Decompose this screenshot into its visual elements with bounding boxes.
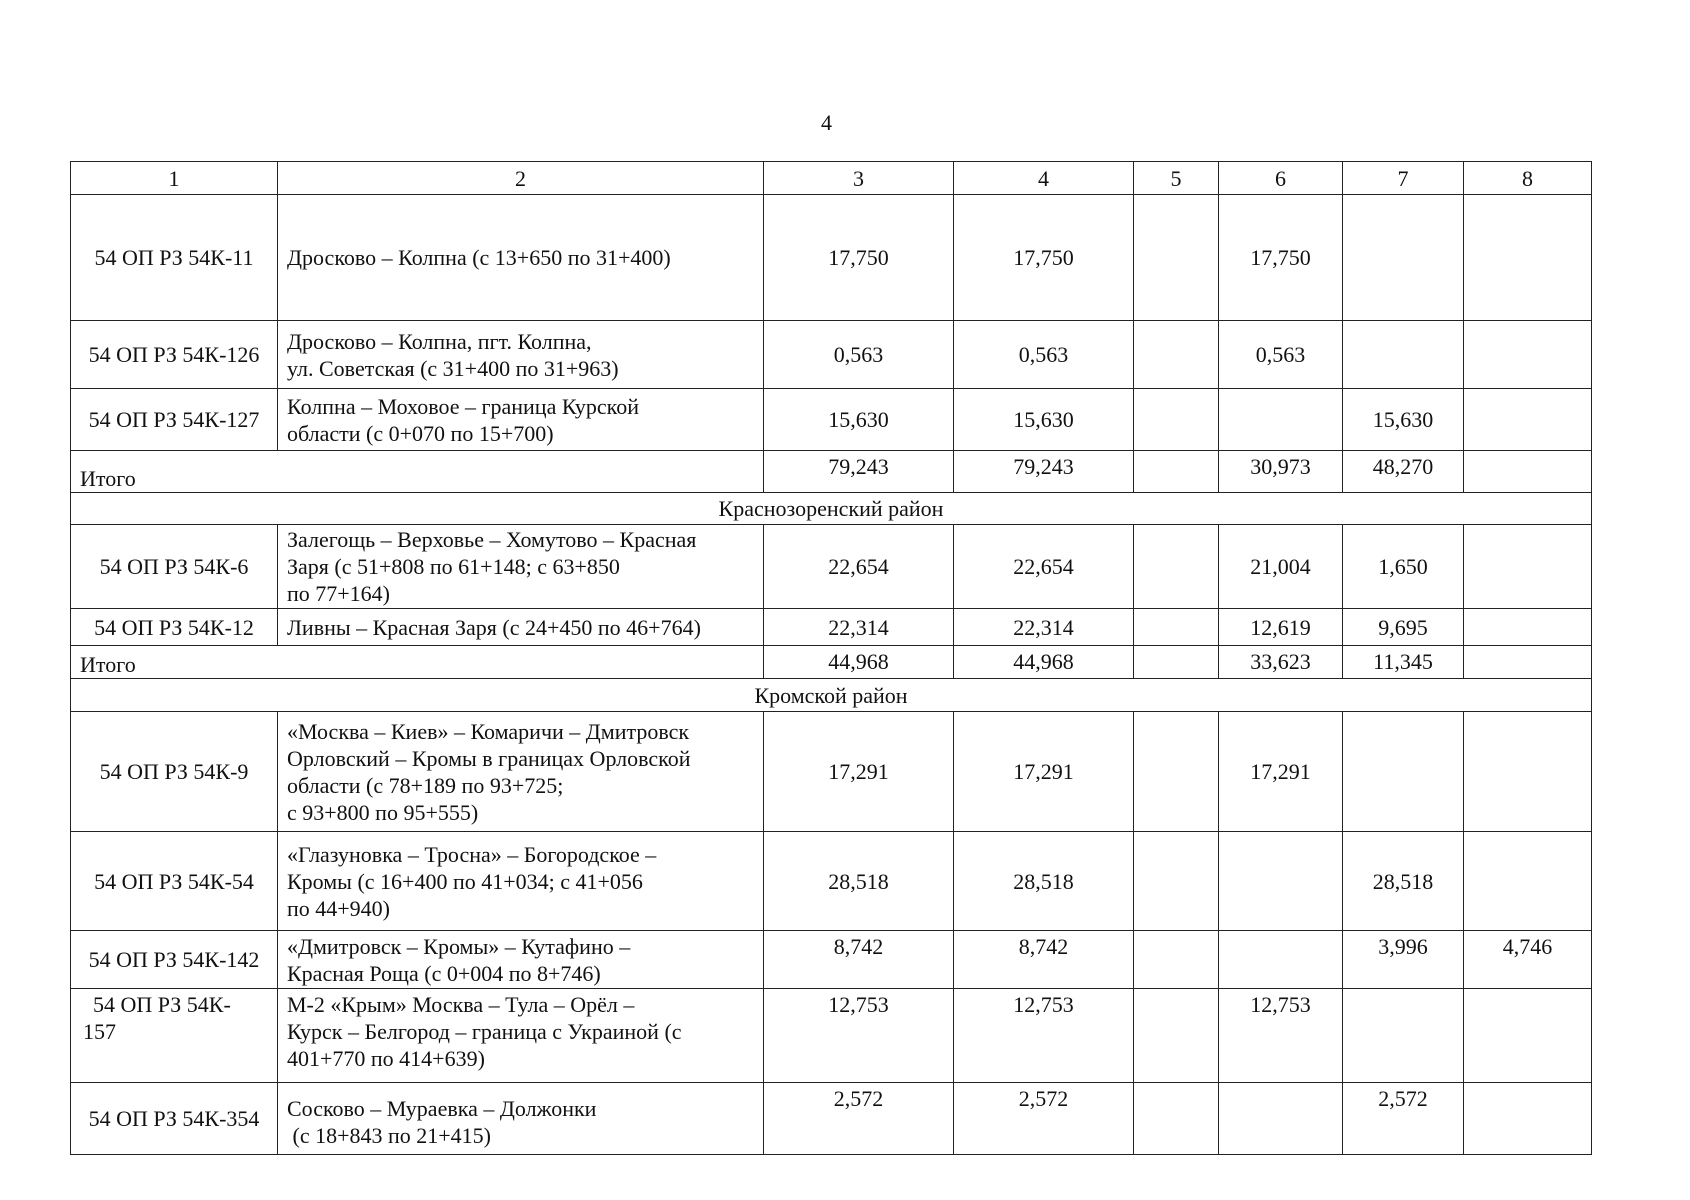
road-name-line: Колпна – Моховое – граница Курской [287, 393, 639, 419]
road-name-line: Дросково – Колпна, пгт. Колпна, [287, 328, 592, 354]
column-header-4: 4 [954, 162, 1134, 195]
value-col5 [1134, 989, 1219, 1083]
value-col4: 8,742 [954, 931, 1134, 989]
district-row [71, 679, 1592, 712]
table-row [71, 931, 1592, 989]
road-code: 54 ОП РЗ 54К-11 [71, 195, 278, 321]
road-name-line: по 44+940) [287, 895, 391, 921]
value-col8 [1464, 989, 1592, 1083]
road-name [278, 832, 764, 931]
road-code: 54 ОП РЗ 54К-127 [71, 389, 278, 451]
road-name [278, 195, 764, 321]
value-col4: 28,518 [954, 832, 1134, 931]
total-col8 [1464, 646, 1592, 679]
road-name-line: по 77+164) [287, 581, 391, 606]
road-name-line: Залегощь – Верховье – Хомутово – Красная [287, 527, 697, 552]
value-col4: 2,572 [954, 1083, 1134, 1155]
district-row [71, 493, 1592, 525]
total-row [71, 451, 1592, 493]
road-name [278, 525, 764, 609]
value-col6 [1219, 389, 1343, 451]
value-col7: 28,518 [1343, 832, 1464, 931]
value-col7: 3,996 [1343, 931, 1464, 989]
total-label: Итого [71, 646, 764, 679]
value-col3: 28,518 [764, 832, 954, 931]
road-name-line: ул. Советская (с 31+400 по 31+963) [287, 355, 619, 381]
road-name-line: М-2 «Крым» Москва – Тула – Орёл – [287, 992, 635, 1017]
value-col6: 17,750 [1219, 195, 1343, 321]
road-name-line: Сосково – Мураевка – Должонки [287, 1095, 597, 1121]
column-header-1: 1 [71, 162, 278, 195]
header-row [71, 162, 1592, 195]
value-col3: 17,750 [764, 195, 954, 321]
value-col5 [1134, 609, 1219, 646]
value-col6 [1219, 1083, 1343, 1155]
value-col4: 15,630 [954, 389, 1134, 451]
value-col5 [1134, 389, 1219, 451]
value-col5 [1134, 195, 1219, 321]
value-col4: 22,314 [954, 609, 1134, 646]
total-row [71, 646, 1592, 679]
value-col6: 12,619 [1219, 609, 1343, 646]
value-col4: 17,750 [954, 195, 1134, 321]
column-header-7: 7 [1343, 162, 1464, 195]
table-row [71, 525, 1592, 609]
total-col5 [1134, 451, 1219, 493]
column-header-5: 5 [1134, 162, 1219, 195]
road-name [278, 989, 764, 1083]
value-col8 [1464, 321, 1592, 389]
road-name-line: Орловский – Кромы в границах Орловской [287, 745, 691, 771]
road-code-line: 54 ОП РЗ 54К- [93, 992, 231, 1017]
column-header-2: 2 [278, 162, 764, 195]
value-col6: 0,563 [1219, 321, 1343, 389]
value-col3: 22,654 [764, 525, 954, 609]
total-col4: 44,968 [954, 646, 1134, 679]
road-name-line: Заря (с 51+808 по 61+148; с 63+850 [287, 554, 620, 579]
road-name [278, 321, 764, 389]
value-col5 [1134, 712, 1219, 832]
table-row [71, 712, 1592, 832]
column-header-3: 3 [764, 162, 954, 195]
total-col5 [1134, 646, 1219, 679]
road-name-line: Ливны – Красная Заря (с 24+450 по 46+764) [287, 614, 701, 640]
value-col5 [1134, 931, 1219, 989]
value-col7: 1,650 [1343, 525, 1464, 609]
road-name [278, 1083, 764, 1155]
value-col4: 17,291 [954, 712, 1134, 832]
value-col3: 17,291 [764, 712, 954, 832]
value-col3: 2,572 [764, 1083, 954, 1155]
value-col7 [1343, 195, 1464, 321]
road-name-line: «Глазуновка – Тросна» – Богородское – [287, 841, 657, 867]
road-code-line: 157 [83, 1019, 116, 1044]
value-col5 [1134, 321, 1219, 389]
value-col6: 12,753 [1219, 989, 1343, 1083]
road-name-line: 401+770 по 414+639) [287, 1046, 485, 1071]
column-header-6: 6 [1219, 162, 1343, 195]
district-heading: Краснозоренский район [71, 493, 1592, 525]
roads-table [70, 161, 1592, 1155]
road-name [278, 712, 764, 832]
value-col8 [1464, 525, 1592, 609]
road-code: 54 ОП РЗ 54К-354 [71, 1083, 278, 1155]
value-col8 [1464, 712, 1592, 832]
value-col8 [1464, 832, 1592, 931]
page-number: 4 [821, 110, 832, 135]
value-col3: 22,314 [764, 609, 954, 646]
value-col4: 22,654 [954, 525, 1134, 609]
table-row [71, 389, 1592, 451]
value-col6: 21,004 [1219, 525, 1343, 609]
value-col3: 12,753 [764, 989, 954, 1083]
road-code [71, 989, 278, 1083]
total-label: Итого [71, 451, 764, 493]
total-col6: 30,973 [1219, 451, 1343, 493]
road-name-line: (с 18+843 по 21+415) [287, 1122, 492, 1148]
table-row [71, 321, 1592, 389]
value-col3: 8,742 [764, 931, 954, 989]
road-name [278, 389, 764, 451]
value-col5 [1134, 832, 1219, 931]
table-row [71, 195, 1592, 321]
road-name-line: Курск – Белгород – граница с Украиной (с [287, 1019, 682, 1044]
road-name-line: «Дмитровск – Кромы» – Кутафино – [287, 933, 631, 959]
value-col7 [1343, 989, 1464, 1083]
road-name [278, 931, 764, 989]
value-col7: 9,695 [1343, 609, 1464, 646]
road-code: 54 ОП РЗ 54К-126 [71, 321, 278, 389]
road-code: 54 ОП РЗ 54К-9 [71, 712, 278, 832]
road-name-line: области (с 78+189 по 93+725; [287, 772, 564, 798]
value-col8 [1464, 195, 1592, 321]
value-col8 [1464, 609, 1592, 646]
total-col6: 33,623 [1219, 646, 1343, 679]
value-col7 [1343, 321, 1464, 389]
value-col7: 15,630 [1343, 389, 1464, 451]
value-col8: 4,746 [1464, 931, 1592, 989]
value-col4: 0,563 [954, 321, 1134, 389]
column-header-8: 8 [1464, 162, 1592, 195]
value-col3: 0,563 [764, 321, 954, 389]
value-col6 [1219, 832, 1343, 931]
value-col5 [1134, 525, 1219, 609]
value-col8 [1464, 389, 1592, 451]
table-row [71, 609, 1592, 646]
road-code: 54 ОП РЗ 54К-12 [71, 609, 278, 646]
road-name-line: Красная Роща (с 0+004 по 8+746) [287, 960, 601, 986]
total-col7: 48,270 [1343, 451, 1464, 493]
total-col7: 11,345 [1343, 646, 1464, 679]
table-row [71, 832, 1592, 931]
value-col5 [1134, 1083, 1219, 1155]
value-col4: 12,753 [954, 989, 1134, 1083]
value-col3: 15,630 [764, 389, 954, 451]
road-name-line: «Москва – Киев» – Комаричи – Дмитровск [287, 718, 690, 744]
table-row [71, 1083, 1592, 1155]
road-name-line: с 93+800 по 95+555) [287, 799, 479, 825]
total-col4: 79,243 [954, 451, 1134, 493]
value-col8 [1464, 1083, 1592, 1155]
road-name-line: Дросково – Колпна (с 13+650 по 31+400) [287, 245, 671, 270]
total-col3: 79,243 [764, 451, 954, 493]
value-col6: 17,291 [1219, 712, 1343, 832]
road-code: 54 ОП РЗ 54К-6 [71, 525, 278, 609]
value-col7 [1343, 712, 1464, 832]
table-row [71, 989, 1592, 1083]
road-name [278, 609, 764, 646]
value-col6 [1219, 931, 1343, 989]
road-code: 54 ОП РЗ 54К-142 [71, 931, 278, 989]
total-col8 [1464, 451, 1592, 493]
district-heading: Кромской район [71, 679, 1592, 712]
value-col7: 2,572 [1343, 1083, 1464, 1155]
road-name-line: Кромы (с 16+400 по 41+034; с 41+056 [287, 868, 643, 894]
road-code: 54 ОП РЗ 54К-54 [71, 832, 278, 931]
total-col3: 44,968 [764, 646, 954, 679]
road-name-line: области (с 0+070 по 15+700) [287, 420, 554, 446]
